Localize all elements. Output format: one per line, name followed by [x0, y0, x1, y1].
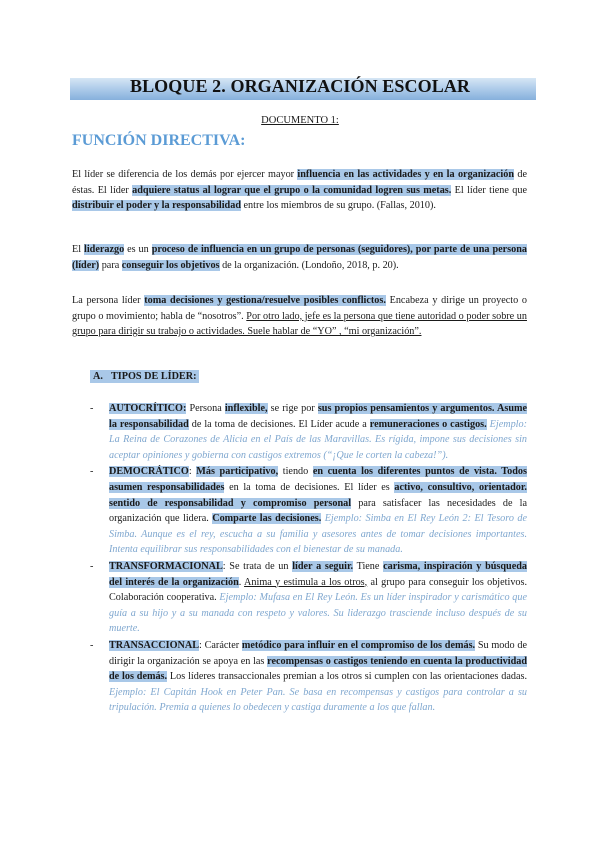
- highlight-text: adquiere status al lograr que el grupo o la comunidad logren sus metas.: [132, 184, 452, 196]
- section-heading: FUNCIÓN DIRECTIVA:: [72, 132, 246, 149]
- highlight-text: influencia en las actividades y en la organización: [297, 169, 514, 180]
- highlight-text: proceso de influencia en un grupo de personas (seguidores), por parte de una persona (líder): [72, 244, 527, 271]
- subsection-label: TIPOS DE LÍDER:: [111, 371, 197, 382]
- highlight-text: toma decisiones y gestiona/resuelve posibles conflictos.: [144, 295, 386, 306]
- list-dash: -: [90, 403, 94, 414]
- example-text: Ejemplo: Mufasa en El Rey León. Es un líder inspirador y carismático que guía a su hijo y a su manada con respeto y valores. Su liderazgo trasciende incluso después de su muerte.: [109, 592, 527, 635]
- page-title: BLOQUE 2. ORGANIZACIÓN ESCOLAR: [129, 76, 471, 96]
- list-dash: -: [90, 560, 94, 572]
- leader-name: TRANSACCIONAL: [109, 639, 200, 651]
- intro-paragraph-3: La persona líder toma decisiones y gestiona/resuelve posibles conflictos. Encabeza y dirige un proyecto o grupo o movimiento; habla de “nosotros”. Por otro lado, jefe es la persona que tiene autoridad o poder sobre un grupo para dirigir su trabajo o actividades. Suele hablar de “YO” , “mi organización”.: [72, 295, 527, 338]
- highlight-text: conseguir los objetivos: [121, 259, 220, 271]
- list-item-transformacional: - TRANSFORMACIONAL: Se trata de un líder a seguir. Tiene carisma, inspiración y búsqueda del interés de la organización. Anima y estimula a los otros, al grupo para conseguir los objetivos. Colaboración cooperativa. Ejemplo: Mufasa en El Rey León. Es un líder inspirador y carismático que guía a su hijo y a su manada con respeto y valores. Su liderazgo trasciende incluso después de su muerte.: [90, 560, 528, 635]
- leader-name: AUTOCRÍTICO:: [109, 403, 187, 414]
- example-text: Ejemplo: Simba en El Rey León 2: El Tesoro de Simba. Aunque es el rey, escucha a su familia y asesores antes de tomar decisiones importantes. Intenta equilibrar sus responsabilidades con el bienestar de su manada.: [109, 513, 527, 556]
- document-label: DOCUMENTO 1:: [261, 115, 339, 126]
- intro-paragraph-1: El líder se diferencia de los demás por ejercer mayor influencia en las actividades y en la organización de éstas. El líder adquiere status al lograr que el grupo o la comunidad logren sus metas. El líder tiene que distribuir el poder y la responsabilidad entre los miembros de su grupo. (Fallas, 2010).: [72, 169, 527, 212]
- example-text: Ejemplo: La Reina de Corazones de Alicia en el País de las Maravillas. Es rígida, impone sus decisiones sin aceptar opiniones y gobierna con castigos extremos (“¡Que le corten la cabeza!”).: [109, 418, 527, 461]
- list-dash: -: [90, 466, 94, 478]
- leader-name: DEMOCRÁTICO: [109, 466, 189, 478]
- list-item-transaccional: - TRANSACCIONAL: Carácter metódico para influir en el compromiso de los demás. Su modo de dirigir la organización se apoya en las recompensas o castigos teniendo en cuenta la productividad de los demás. Los líderes transaccionales premian a los otros si cumplen con las orientaciones dadas. Ejemplo: El Capitán Hook en Peter Pan. Se basa en recompensas y castigos para controlar a su tripulación. Premia a quienes lo obedecen y castiga duramente a los que fallan.: [90, 639, 527, 714]
- underlined-text: Anima y estimula a los otros,: [244, 576, 368, 588]
- highlight-text: distribuir el poder y la responsabilidad: [72, 200, 241, 212]
- subsection-letter: A.: [93, 371, 103, 382]
- list-item-democratico: - DEMOCRÁTICO: Más participativo, tiendo en cuenta los diferentes puntos de vista. Todos asumen responsabilidades en la toma de decisiones. El líder es activo, consultivo, orientador. sentido de responsabilidad y compromiso personal para satisfacer las necesidades de la organización que lidera. Comparte las decisiones. Ejemplo: Simba en El Rey León 2: El Tesoro de Simba. Aunque es el rey, escucha a su familia y asesores antes de tomar decisiones importantes. Intenta equilibrar sus responsabilidades con el bienestar de su manada.: [90, 466, 527, 556]
- highlight-text: liderazgo: [84, 244, 125, 255]
- intro-paragraph-2: El liderazgo es un proceso de influencia en un grupo de personas (seguidores), por parte de una persona (líder) para conseguir los objetivos de la organización. (Londoño, 2018, p. 20).: [72, 244, 527, 271]
- list-dash: -: [90, 639, 94, 651]
- underlined-text: Por otro lado, jefe es la persona que tiene autoridad o poder sobre un grupo para dirigir su trabajo o actividades. Suele hablar de “YO” , “mi organización”.: [72, 310, 527, 338]
- leader-types-list: [90, 401, 527, 717]
- list-item-autocratico: - AUTOCRÍTICO: Persona inflexible, se rige por sus propios pensamientos y argumentos. Asume la responsabilidad de la toma de decisiones. El Líder acude a remuneraciones o castigos. Ejemplo: La Reina de Corazones de Alicia en el País de las Maravillas. Es rígida, impone sus decisiones sin aceptar opiniones y gobierna con castigos extremos (“¡Que le corten la cabeza!”).: [90, 403, 527, 461]
- leader-name: TRANSFORMACIONAL: [109, 560, 223, 572]
- example-text: Ejemplo: El Capitán Hook en Peter Pan. Se basa en recompensas y castigos para controlar a su tripulación. Premia a quienes lo obedecen y castiga duramente a los que fallan.: [109, 686, 527, 714]
- subsection-heading: [90, 370, 199, 383]
